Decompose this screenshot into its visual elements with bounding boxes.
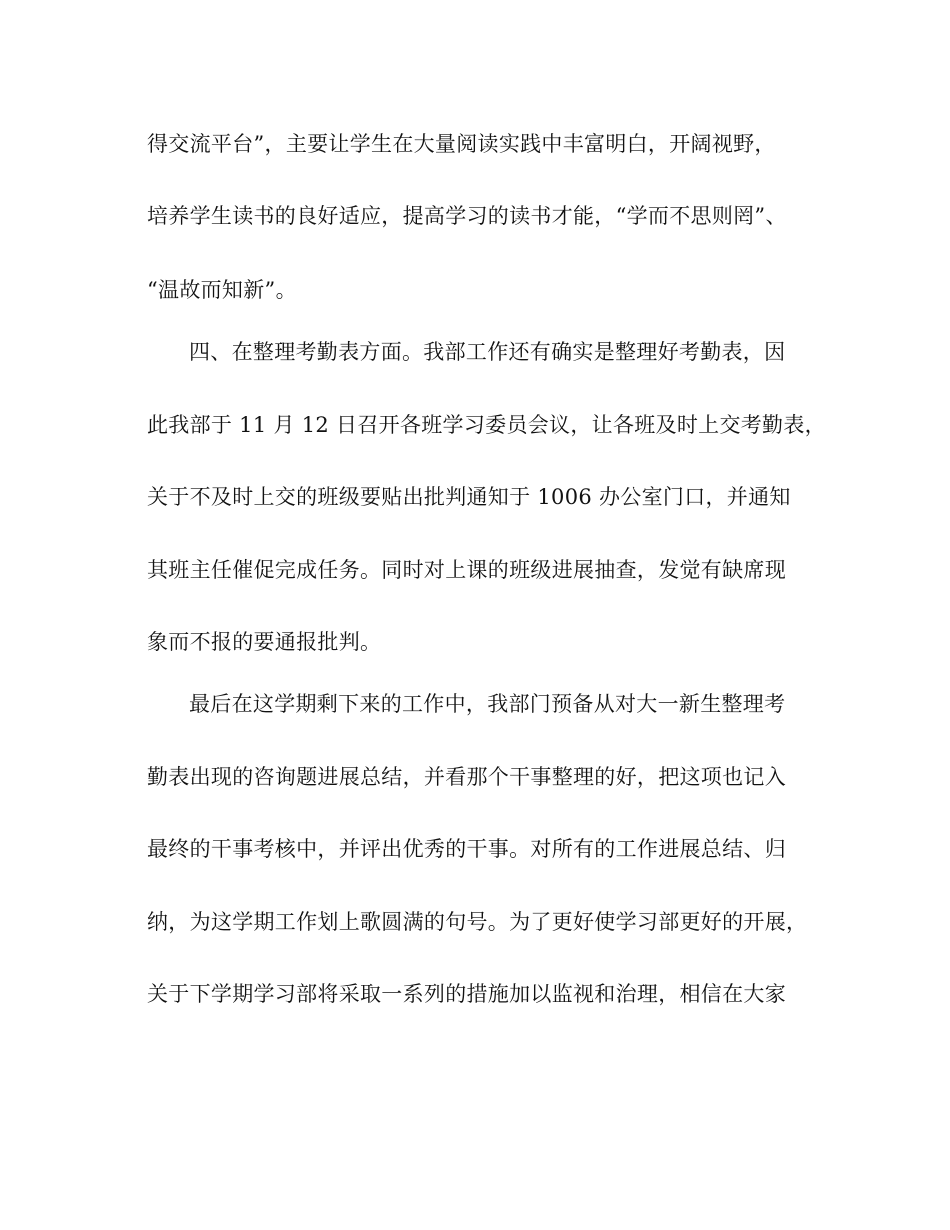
paragraph-start-line: 四、在整理考勤表方面。我部工作还有确实是整理好考勤表，因	[189, 340, 786, 364]
text-line: 纳，为这学期工作划上歌圆满的句号。为了更好使学习部更好的开展，	[147, 910, 808, 934]
text-line: 最终的干事考核中，并评出优秀的干事。对所有的工作进展总结、归	[147, 837, 786, 861]
text-line: 关于下学期学习部将采取一系列的措施加以监视和治理，相信在大家	[147, 982, 786, 1006]
text-line: “温故而知新”。	[147, 278, 297, 302]
text-line: 培养学生读书的良好适应，提高学习的读书才能，“学而不思则罔”、	[147, 204, 787, 228]
text-line: 得交流平台”，主要让学生在大量阅读实践中丰富明白，开阔视野，	[147, 132, 776, 156]
text-line: 此我部于 11 月 12 日召开各班学习委员会议，让各班及时上交考勤表，	[147, 413, 826, 437]
text-line: 勤表出现的咨询题进展总结，并看那个干事整理的好，把这项也记入	[147, 765, 786, 789]
text-line: 象而不报的要通报批判。	[147, 630, 382, 654]
paragraph-start-line: 最后在这学期剩下来的工作中，我部门预备从对大一新生整理考	[189, 692, 786, 716]
text-line: 其班主任催促完成任务。同时对上课的班级进展抽查，发觉有缺席现	[147, 558, 786, 582]
text-line: 关于不及时上交的班级要贴出批判通知于 1006 办公室门口，并通知	[147, 485, 791, 509]
